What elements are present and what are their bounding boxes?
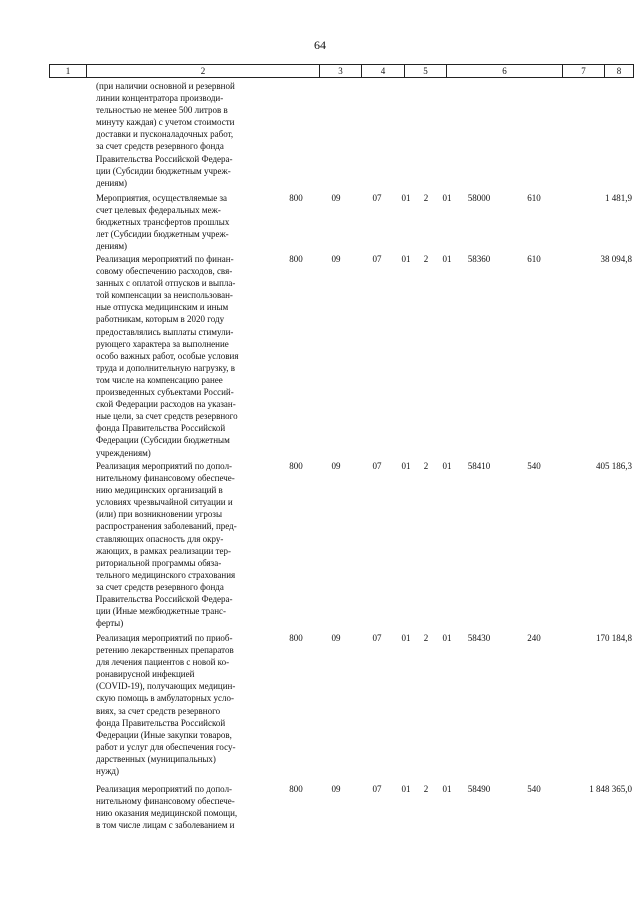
main-activity-code: 01 [442,193,452,203]
page-number: 64 [314,38,326,52]
main-activity-code: 01 [442,784,452,794]
admin-code: 800 [289,193,303,203]
subprogram-code: 2 [423,633,429,643]
program-code: 01 [401,461,411,471]
row-description: Реализация мероприятий по допол- нительному финансовому обеспече- нию оказания медицинской помощи, в том числе лицам с заболеванием и [96,784,238,831]
section-code: 09 [331,784,341,794]
expense-type-code: 610 [527,254,541,264]
subprogram-code: 2 [423,193,429,203]
program-code: 01 [401,633,411,643]
row-description: (при наличии основной и резервной линии концентратора производи- тельностью не менее 500 литров в минуту каждая) с учетом стоимости доставки и пусконаладочных работ, за счет средств резервного фонда Правительства Российской Федера- ции (Субсидии бюджетным учреж- дениям) [96,81,235,188]
main-activity-code: 01 [442,254,452,264]
amount: 170 184,8 [596,633,632,643]
admin-code: 800 [289,461,303,471]
subprogram-code: 2 [423,461,429,471]
subprogram-code: 2 [423,784,429,794]
row-description: Реализация мероприятий по допол- нительному финансовому обеспече- нию медицинских организаций в условиях чрезвычайной ситуации и (или) при возникновении угрозы распространения заболеваний, пред- ставляющих опасность для окру- жающих, в рамках реализации тер- риториальной программы обяза- тельного медицинского страхования за счет средств резервного фонда Правительства Российской Федера- ции (Иные межбюджетные транс- ферты) [96,461,237,629]
subprogram-code: 2 [423,254,429,264]
section-code: 09 [331,254,341,264]
header-col-1: 1 [50,65,87,77]
table-header [49,64,634,78]
main-activity-code: 01 [442,461,452,471]
header-col-8: 8 [605,65,634,77]
header-col-7: 7 [563,65,605,77]
section-code: 09 [331,461,341,471]
direction-code: 58490 [467,784,491,794]
expense-type-code: 610 [527,193,541,203]
amount: 1 848 365,0 [589,784,632,794]
program-code: 01 [401,254,411,264]
program-code: 01 [401,193,411,203]
expense-type-code: 540 [527,784,541,794]
section-code: 09 [331,633,341,643]
direction-code: 58430 [467,633,491,643]
header-col-3: 3 [320,65,362,77]
section-code: 09 [331,193,341,203]
subsection-code: 07 [372,193,382,203]
row-description: Мероприятия, осуществляемые за счет целевых федеральных меж- бюджетных трансфертов прошлых лет (Субсидии бюджетным учреж- дениям) [96,193,230,252]
expense-type-code: 540 [527,461,541,471]
direction-code: 58360 [467,254,491,264]
header-col-6: 6 [447,65,563,77]
expense-type-code: 240 [527,633,541,643]
main-activity-code: 01 [442,633,452,643]
direction-code: 58000 [467,193,491,203]
row-description: Реализация мероприятий по финан- совому обеспечению расходов, свя- занных с оплатой отпусков и выпла- той компенсации за неиспользован- ные отпуска медицинским и иным работникам, которым в 2020 году предоставлялись выплаты стимули- рующего характера за выполнение особо важных работ, особые условия труда и дополнительную нагрузку, в том числе на компенсацию ранее произведенных субъектами Россий- ской Федерации расходов на указан- ные цели, за счет средств резервного фонда Правительства Российской Федерации (Субсидии бюджетным учреждениям) [96,254,239,458]
subsection-code: 07 [372,254,382,264]
amount: 38 094,8 [600,254,632,264]
direction-code: 58410 [467,461,491,471]
subsection-code: 07 [372,633,382,643]
header-col-2: 2 [87,65,320,77]
header-col-5: 5 [405,65,447,77]
row-description: Реализация мероприятий по приоб- ретению лекарственных препаратов для лечения пациентов с новой ко- ронавирусной инфекцией (COVID-19), получающих медицин- скую помощь в амбулаторных усло- виях, за счет средств резервного фонда Правительства Российской Федерации (Иные закупки товаров, работ и услуг для обеспечения госу- дарственных (муниципальных) нужд) [96,633,236,777]
amount: 405 186,3 [596,461,632,471]
program-code: 01 [401,784,411,794]
admin-code: 800 [289,254,303,264]
admin-code: 800 [289,633,303,643]
subsection-code: 07 [372,784,382,794]
admin-code: 800 [289,784,303,794]
subsection-code: 07 [372,461,382,471]
header-col-4: 4 [362,65,405,77]
amount: 1 481,9 [605,193,632,203]
